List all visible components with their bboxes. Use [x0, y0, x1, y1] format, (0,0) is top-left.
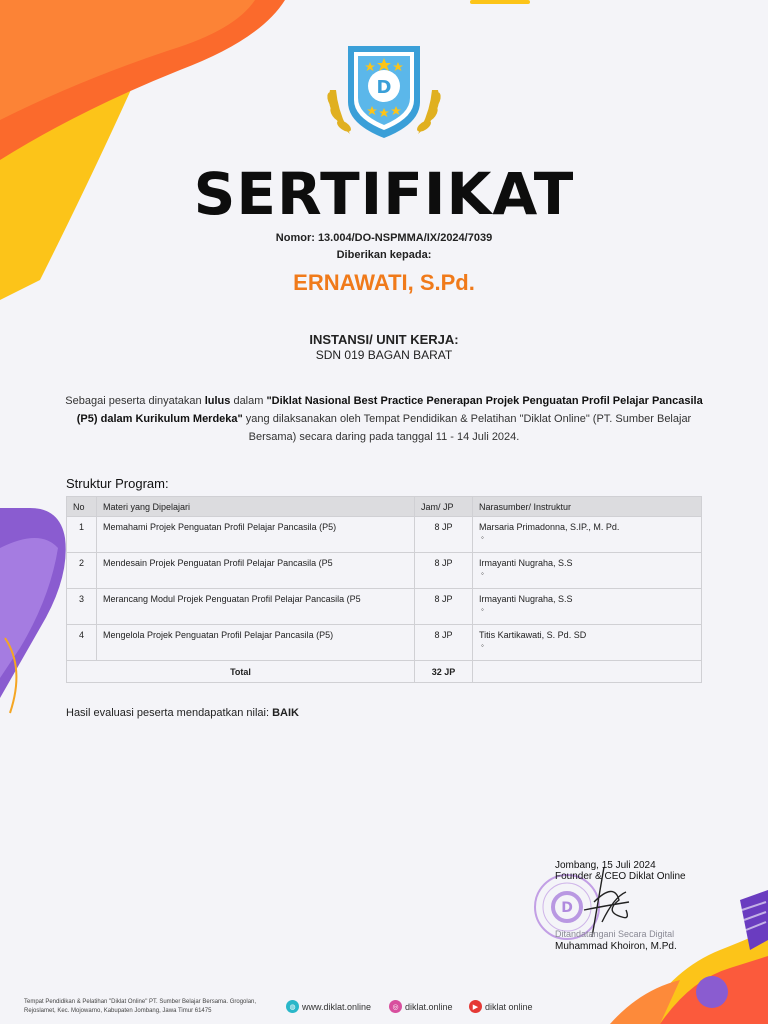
svg-text:D: D	[376, 77, 392, 98]
program-structure-heading: Struktur Program:	[66, 476, 169, 491]
table-row: 3 Merancang Modul Projek Penguatan Profil Pelajar Pancasila (P5 8 JP Irmayanti Nugraha, S.S ◦	[67, 589, 702, 625]
certificate-title: SERTIFIKAT	[193, 160, 575, 228]
description-paragraph: Sebagai peserta dinyatakan lulus dalam "Diklat Nasional Best Practice Penerapan Projek Penguatan Profil Pelajar Pancasila (P5) dalam Kurikulum Merdeka" yang dilaksanakan oleh Tempat Pendidikan & Pelatihan "Diklat Online" (PT. Sumber Belajar Bersama) secara daring pada tanggal 11 - 14 Juli 2024.	[65, 395, 703, 443]
footer-instagram[interactable]: ◎ diklat.online	[389, 1000, 453, 1013]
digital-signature-note: Ditandatangani Secara Digital	[555, 929, 675, 939]
col-no: No	[67, 497, 97, 517]
recipient-name: ERNAWATI, S.Pd.	[293, 270, 475, 295]
col-materi: Materi yang Dipelajari	[97, 497, 415, 517]
globe-icon: ◍	[286, 1000, 299, 1013]
table-row: 1 Memahami Projek Penguatan Profil Pelajar Pancasila (P5) 8 JP Marsaria Primadonna, S.IP., M. Pd. ◦	[67, 517, 702, 553]
signature-role: Founder & CEO Diklat Online	[555, 871, 686, 882]
youtube-icon: ▶	[469, 1000, 482, 1013]
institution-label: INSTANSI/ UNIT KERJA:	[309, 332, 459, 347]
bullet-icon: ◦	[481, 569, 484, 578]
table-total-row: Total 32 JP	[67, 661, 702, 683]
evaluation-result: Hasil evaluasi peserta mendapatkan nilai: BAIK	[66, 707, 299, 719]
left-purple-decoration	[0, 508, 70, 728]
footer-website[interactable]: ◍ www.diklat.online	[286, 1000, 371, 1013]
program-name: "Diklat Nasional Best Practice Penerapan Projek Penguatan Profil Pelajar Pancasila (P5) dalam Kurikulum Merdeka"	[76, 395, 703, 425]
instagram-icon: ◎	[389, 1000, 402, 1013]
table-header-row	[67, 497, 702, 517]
signature-date: Jombang, 15 Juli 2024	[555, 860, 656, 871]
col-jam: Jam/ JP	[415, 497, 473, 517]
svg-text:D: D	[561, 900, 573, 916]
footer-youtube[interactable]: ▶ diklat online	[469, 1000, 533, 1013]
table-row: 2 Mendesain Projek Penguatan Profil Pelajar Pancasila (P5 8 JP Irmayanti Nugraha, S.S ◦	[67, 553, 702, 589]
bullet-icon: ◦	[481, 533, 484, 542]
top-center-decoration	[470, 0, 530, 8]
shield-laurel-emblem	[320, 42, 448, 142]
bullet-icon: ◦	[481, 641, 484, 650]
bullet-icon: ◦	[481, 605, 484, 614]
certificate-number: Nomor: 13.004/DO-NSPMMA/IX/2024/7039	[275, 232, 493, 244]
signatory-name: Muhammad Khoiron, M.Pd.	[555, 941, 677, 952]
program-table	[66, 496, 702, 683]
given-to-label: Diberikan kepada:	[336, 249, 432, 261]
institution-value: SDN 019 BAGAN BARAT	[315, 348, 453, 362]
footer-address: Tempat Pendidikan & Pelatihan "Diklat Online" PT. Sumber Belajar Bersama. Grogolan, Rejoslamet, Kec. Mojowarno, Kabupaten Jombang, Jawa Timur 61475	[24, 999, 257, 1014]
table-row: 4 Mengelola Projek Penguatan Profil Pelajar Pancasila (P5) 8 JP Titis Kartikawati, S. Pd. SD ◦	[67, 625, 702, 661]
col-narasumber: Narasumber/ Instruktur	[473, 497, 702, 517]
